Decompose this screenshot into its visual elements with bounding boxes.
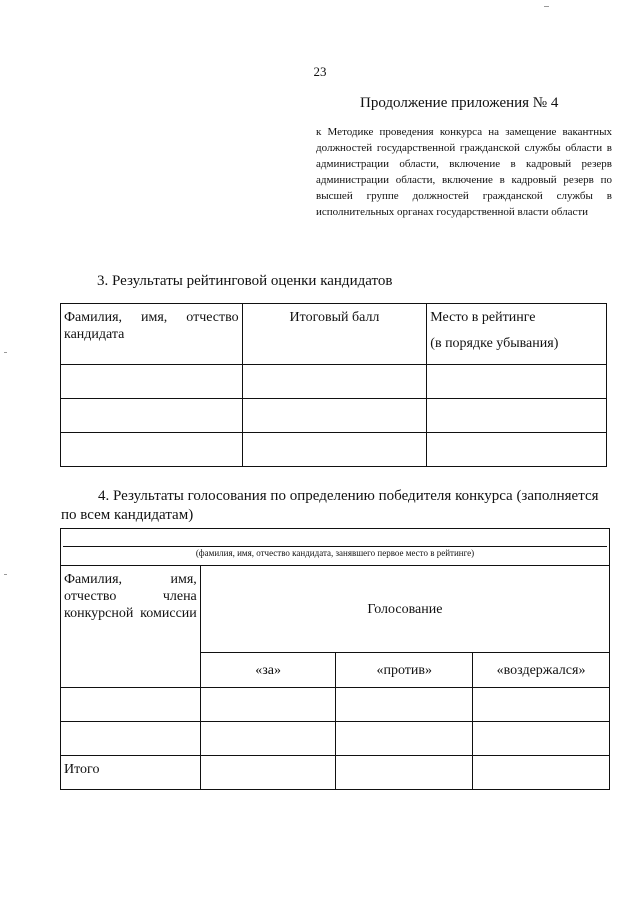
- scan-mark: [4, 574, 7, 575]
- vote-abstain-cell: [473, 653, 610, 688]
- table-row: [61, 722, 610, 756]
- total-label: Итого: [64, 762, 100, 777]
- table-cell: [61, 433, 243, 467]
- appendix-title: Продолжение приложения № 4: [360, 95, 559, 111]
- member-label: Фамилия, имя, отчество члена конкурсной комиссии: [64, 572, 197, 621]
- total-label-cell: [61, 756, 201, 790]
- column-place-note: (в порядке убывания): [430, 336, 559, 351]
- table-cell: [427, 399, 607, 433]
- vote-against-cell: [336, 653, 473, 688]
- table-row: [61, 433, 607, 467]
- rating-table: [60, 303, 607, 467]
- header-cell-place: [427, 304, 607, 365]
- column-name-label: Фамилия, имя, отчество кандидата: [64, 310, 239, 342]
- column-score-label: Итоговый балл: [289, 310, 380, 325]
- vote-for-label: «за»: [255, 662, 281, 678]
- table-cell: [242, 365, 427, 399]
- scan-mark: [4, 352, 7, 353]
- table-cell: [336, 722, 473, 756]
- section3-heading: 3. Результаты рейтинговой оценки кандидатов: [97, 273, 393, 289]
- table-cell: [200, 688, 336, 722]
- member-header-row: [61, 566, 610, 653]
- vote-abstain-label: «воздержался»: [496, 662, 586, 678]
- table-cell: [336, 756, 473, 790]
- appendix-description: к Методике проведения конкурса на замещение вакантных должностей государственной гражданской службы области в администрации области, включение в кадровый резерв администрации области, включение в кадровый резерв по высшей группе должностей гражданской службы в исполнительных органах государственной власти области: [316, 126, 612, 218]
- table-row: [61, 399, 607, 433]
- table-cell: [427, 433, 607, 467]
- table-row: [61, 688, 610, 722]
- total-row: [61, 756, 610, 790]
- header-cell-score: [242, 304, 427, 365]
- table-cell: [61, 722, 201, 756]
- table-cell: [200, 756, 336, 790]
- table-cell: [61, 688, 201, 722]
- header-cell-name: [61, 304, 243, 365]
- column-place-label: Место в рейтинге: [430, 310, 536, 325]
- voting-table: [60, 528, 610, 790]
- table-cell: [242, 399, 427, 433]
- table-cell: [200, 722, 336, 756]
- table-cell: [336, 688, 473, 722]
- voting-label: Голосование: [367, 601, 443, 617]
- table-header-row: [61, 304, 607, 365]
- candidate-name-cell: [61, 529, 610, 566]
- member-label-cell: [61, 566, 201, 688]
- candidate-caption: (фамилия, имя, отчество кандидата, занявшего первое место в рейтинге): [195, 548, 475, 558]
- table-cell: [242, 433, 427, 467]
- vote-for-cell: [200, 653, 336, 688]
- table-cell: [473, 756, 610, 790]
- section4-heading: 4. Результаты голосования по определению победителя конкурса (заполняется по всем кандидатам): [61, 488, 599, 523]
- table-cell: [61, 365, 243, 399]
- candidate-row: [61, 529, 610, 566]
- candidate-name-line: [63, 546, 607, 547]
- vote-against-label: «против»: [376, 662, 433, 678]
- table-cell: [473, 688, 610, 722]
- voting-label-cell: [200, 566, 609, 653]
- table-cell: [473, 722, 610, 756]
- table-cell: [61, 399, 243, 433]
- page-number: 23: [313, 64, 327, 79]
- table-row: [61, 365, 607, 399]
- table-cell: [427, 365, 607, 399]
- scan-mark: [544, 6, 549, 7]
